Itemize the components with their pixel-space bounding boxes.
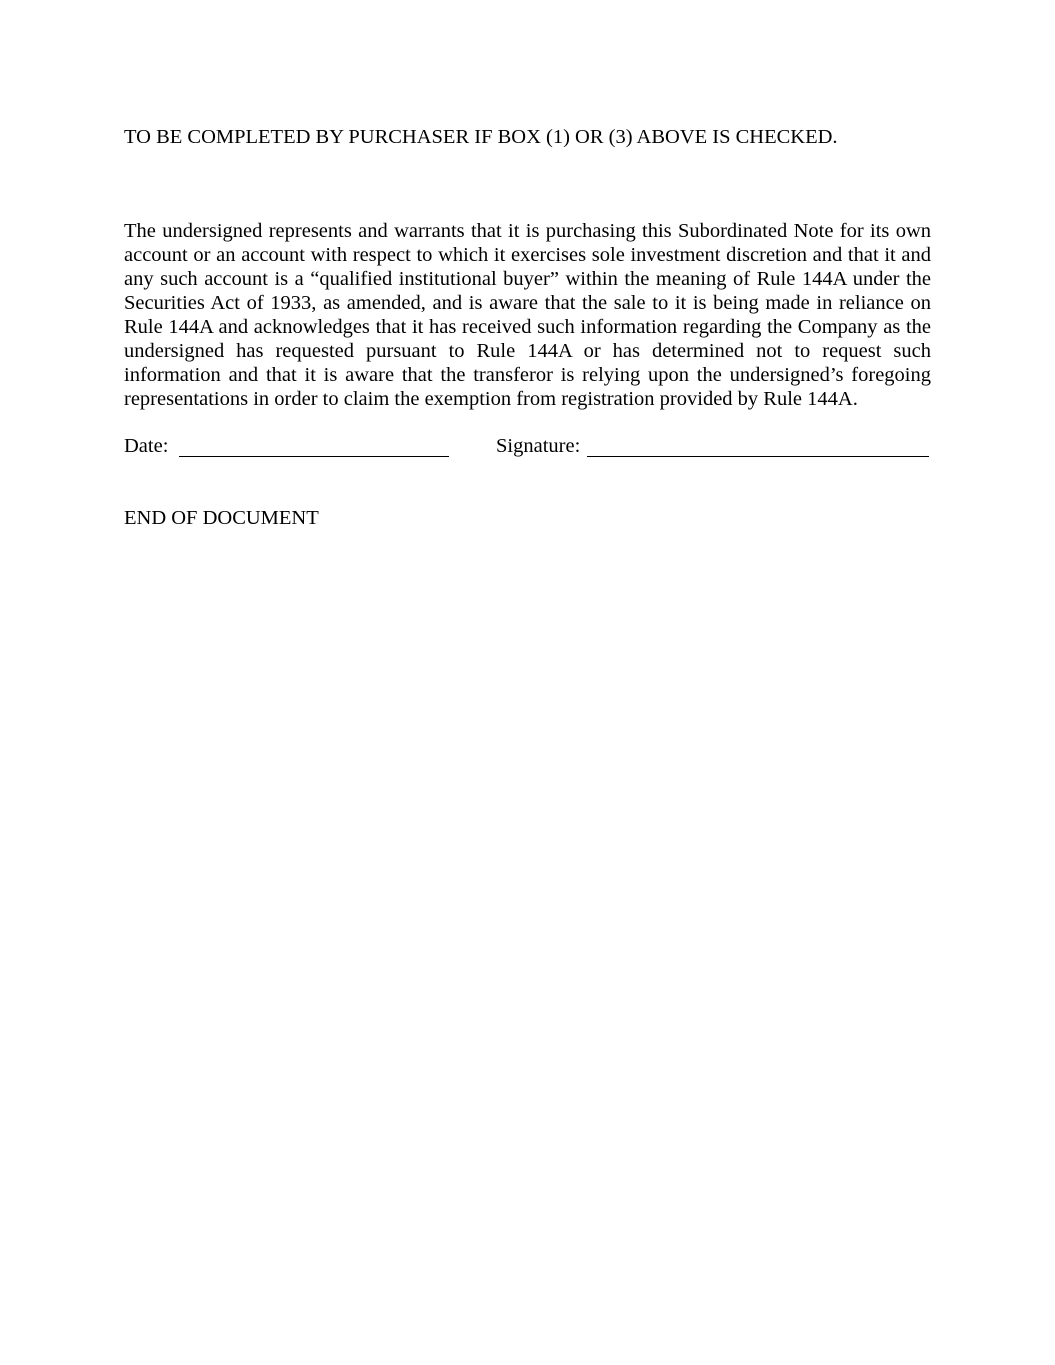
- date-field[interactable]: [179, 456, 449, 457]
- representation-paragraph: The undersigned represents and warrants that it is purchasing this Subordinated Note for its own account or an account with respect to which it exercises sole investment discretion and that it and any such account is a “qualified institutional buyer” within the meaning of Rule 144A under the Securities Act of 1933, as amended, and is aware that the sale to it is being made in reliance on Rule 144A and acknowledges that it has received such information regarding the Company as the undersigned has requested pursuant to Rule 144A or has determined not to request such information and that it is aware that the transferor is relying upon the undersigned’s foregoing representations in order to claim the exemption from registration provided by Rule 144A.: [124, 220, 931, 410]
- signature-block: [124, 434, 931, 462]
- signature-field[interactable]: [587, 456, 929, 457]
- end-of-document: END OF DOCUMENT: [124, 507, 319, 529]
- date-label: Date:: [124, 435, 169, 457]
- form-heading: TO BE COMPLETED BY PURCHASER IF BOX (1) OR (3) ABOVE IS CHECKED.: [124, 126, 838, 148]
- signature-label: Signature:: [496, 435, 581, 457]
